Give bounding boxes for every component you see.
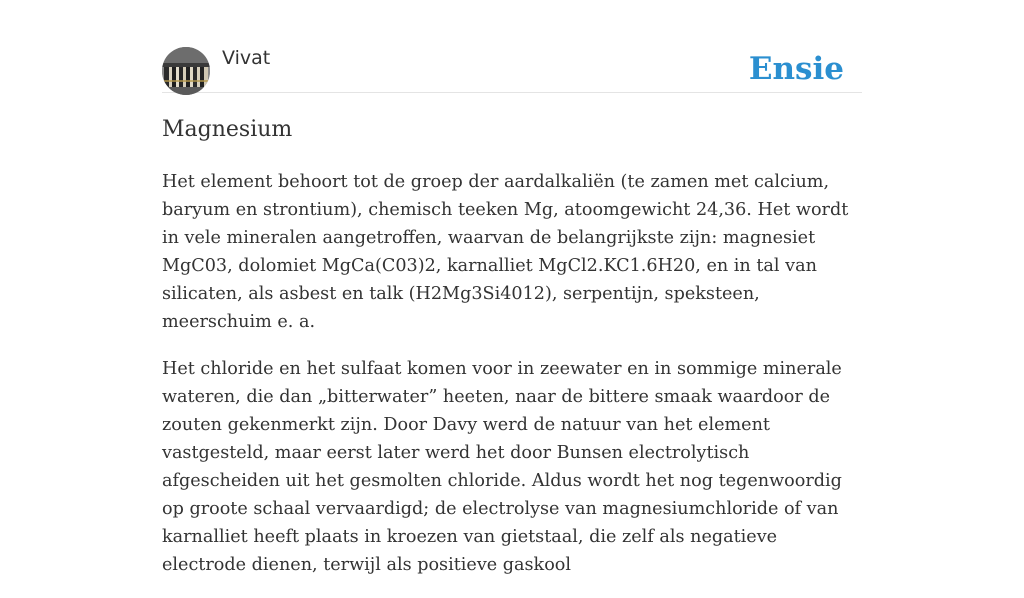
header [162, 47, 862, 93]
brand-logo[interactable]: Ensie [748, 51, 844, 87]
source-name[interactable]: Vivat [222, 47, 271, 69]
source-avatar[interactable] [162, 47, 210, 95]
paragraph: Het element behoort tot de groep der aardalkaliën (te zamen met calcium, baryum en strontium), chemisch teeken Mg, atoomgewicht 24,36. Het wordt in vele mineralen aangetroffen, waarvan de belangrijkste zijn: magnesiet MgC03, dolomiet MgCa(C03)2, karnalliet MgCl2.KC1.6H20, en in tal van silicaten, als asbest en talk (H2Mg3Si4012), serpentijn, speksteen, meerschuim e. a. [162, 172, 849, 332]
book-spines-icon [162, 47, 210, 95]
page [162, 0, 862, 575]
paragraph: Het chloride en het sulfaat komen voor in zeewater en in sommige minerale wateren, die dan „bitterwater” heeten, naar de bittere smaak waardoor de zouten gekenmerkt zijn. Door Davy werd de natuur van het element vastgesteld, maar eerst later werd het door Bunsen electrolytisch afgescheiden uit het gesmolten chloride. Aldus wordt het nog tegenwoordig op groote schaal vervaardigd; de electrolyse van magnesiumchloride of van karnalliet heeft plaats in kroezen van gietstaal, die zelf als negatieve electrode dienen, terwijl als positieve gaskool [162, 359, 842, 575]
article-body [162, 168, 862, 598]
article-title: Magnesium [162, 117, 293, 142]
